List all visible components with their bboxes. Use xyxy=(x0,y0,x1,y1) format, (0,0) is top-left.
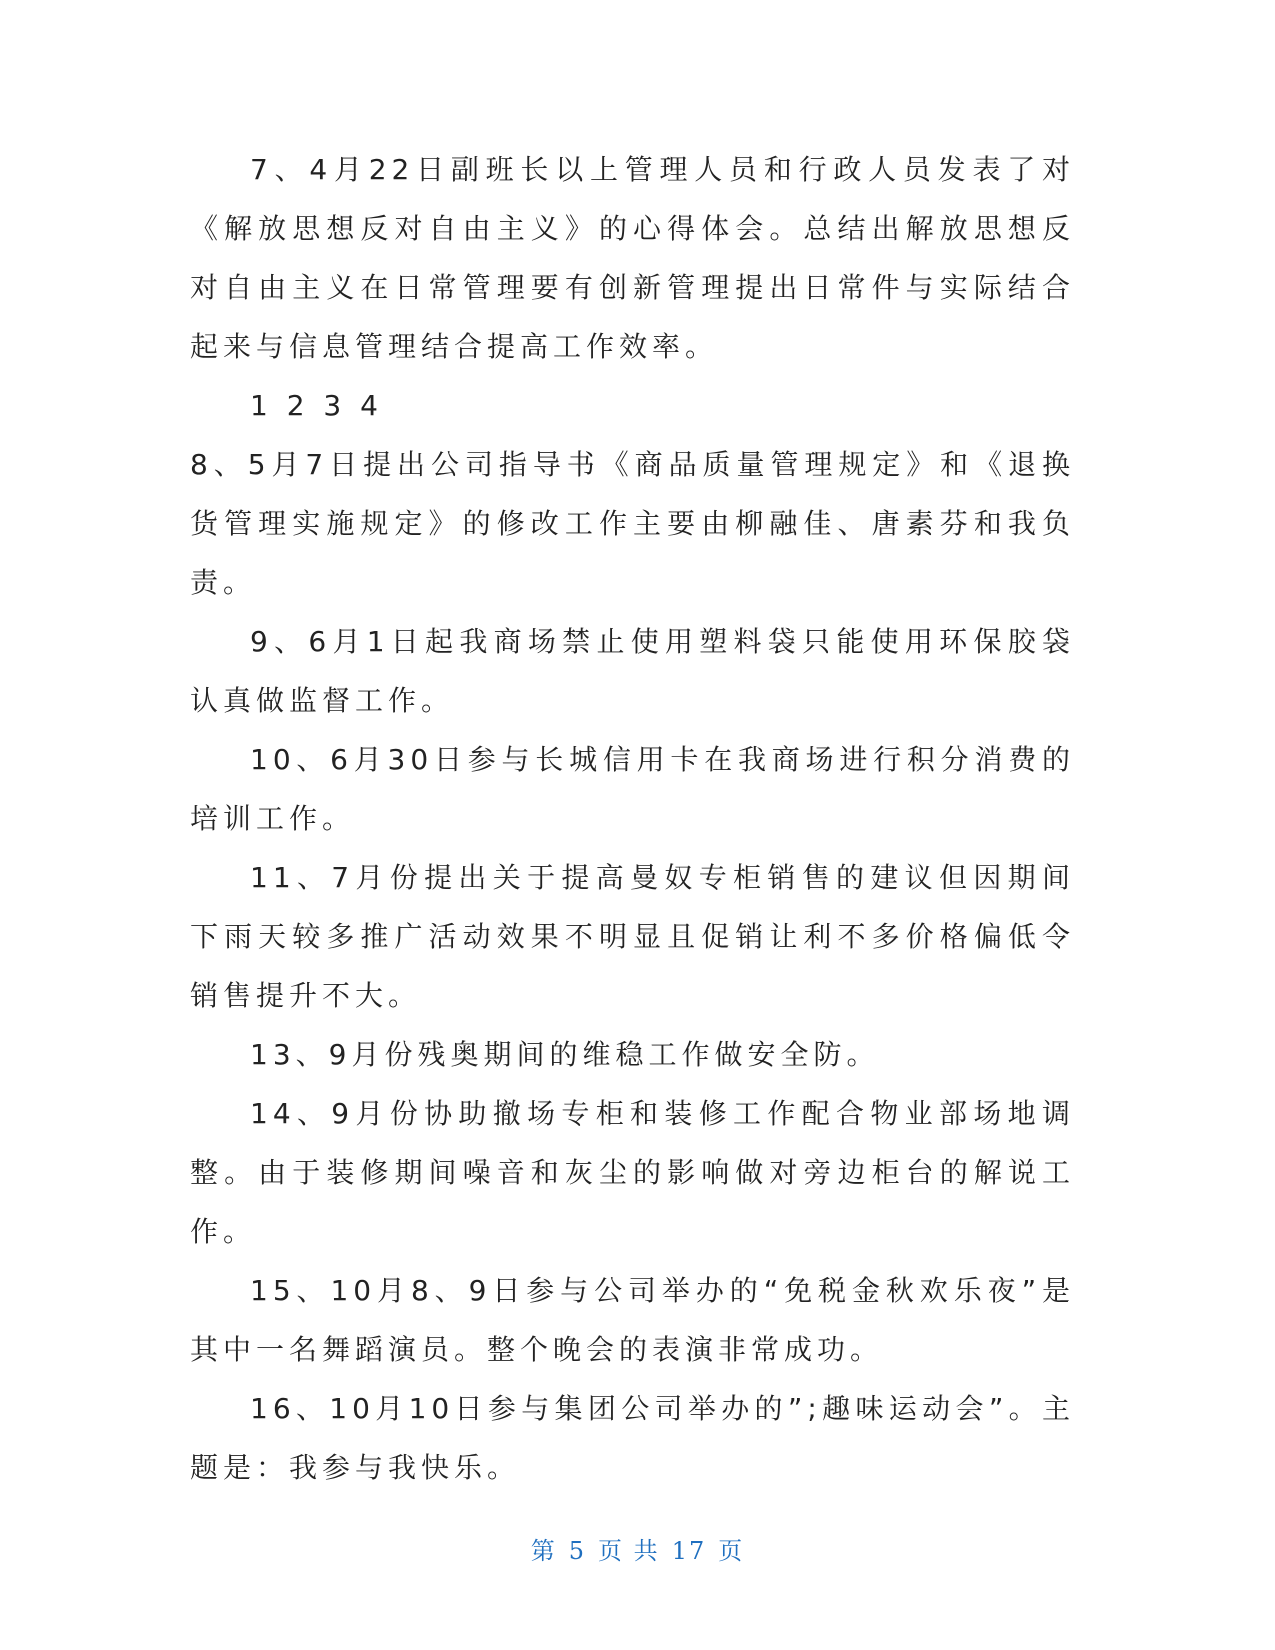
paragraph-item-11: 11、7月份提出关于提高曼奴专柜销售的建议但因期间下雨天较多推广活动效果不明显且促销让利不多价格偏低令销售提升不大。 xyxy=(190,861,1075,1012)
footer-middle: 页 共 xyxy=(598,1537,660,1565)
footer-current-page: 5 xyxy=(568,1537,587,1565)
paragraph-page-marker: 1 2 3 4 xyxy=(250,389,383,422)
paragraph-item-9: 9、6月1日起我商场禁止使用塑料袋只能使用环保胶袋认真做监督工作。 xyxy=(190,625,1075,717)
footer-suffix: 页 xyxy=(718,1537,745,1565)
footer-total-pages: 17 xyxy=(671,1537,707,1565)
page-number-footer xyxy=(0,1531,1275,1566)
paragraph-item-15: 15、10月8、9日参与公司举办的“免税金秋欢乐夜”是其中一名舞蹈演员。整个晚会的表演非常成功。 xyxy=(190,1274,1075,1366)
paragraph-item-14: 14、9月份协助撤场专柜和装修工作配合物业部场地调整。由于装修期间噪音和灰尘的影响做对旁边柜台的解说工作。 xyxy=(190,1097,1075,1248)
footer-prefix: 第 xyxy=(530,1537,557,1565)
paragraph-item-13: 13、9月份残奥期间的维稳工作做安全防。 xyxy=(250,1038,880,1071)
paragraph-item-8: 8、5月7日提出公司指导书《商品质量管理规定》和《退换货管理实施规定》的修改工作主要由柳融佳、唐素芬和我负责。 xyxy=(190,448,1075,599)
document-body xyxy=(190,140,1075,1497)
paragraph-item-16: 16、10月10日参与集团公司举办的”;趣味运动会”。主题是：我参与我快乐。 xyxy=(190,1392,1075,1484)
paragraph-item-10: 10、6月30日参与长城信用卡在我商场进行积分消费的培训工作。 xyxy=(190,743,1075,835)
paragraph-item-7: 7、4月22日副班长以上管理人员和行政人员发表了对《解放思想反对自由主义》的心得体会。总结出解放思想反对自由主义在日常管理要有创新管理提出日常件与实际结合起来与信息管理结合提高工作效率。 xyxy=(190,153,1075,363)
